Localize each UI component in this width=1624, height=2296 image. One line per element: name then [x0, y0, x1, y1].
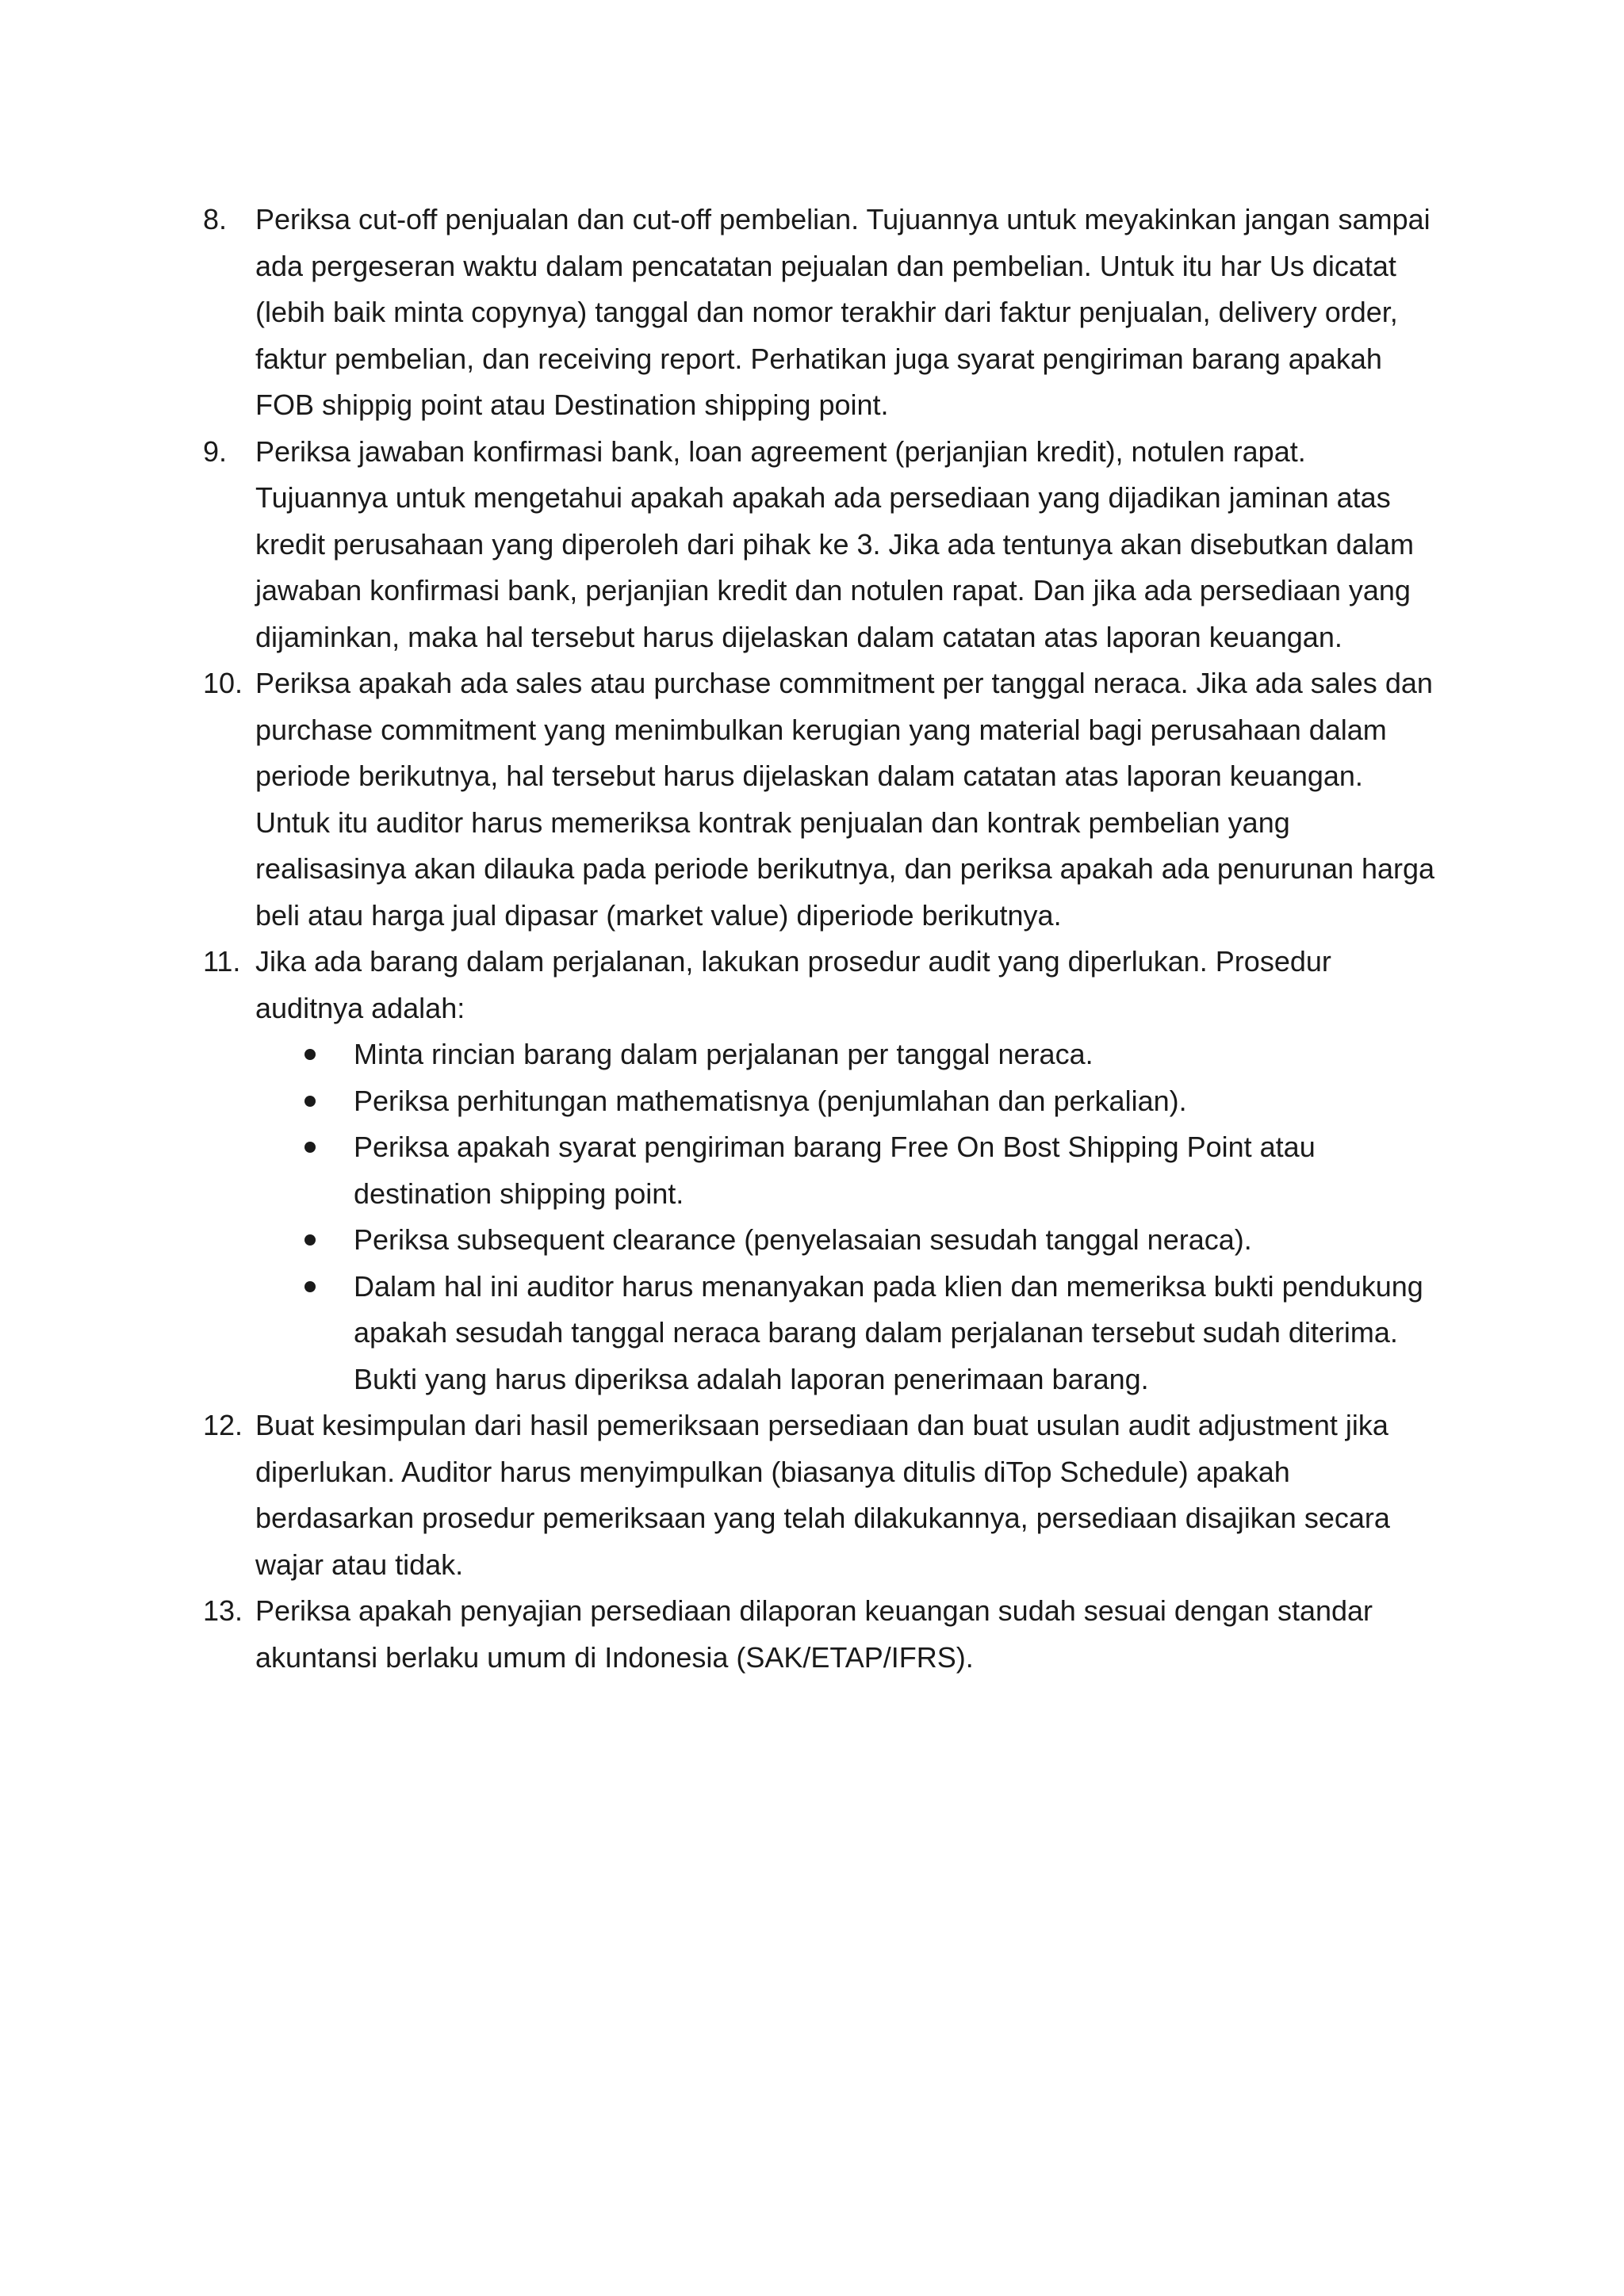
- procedure-list: [203, 197, 1440, 1681]
- list-item-12: [203, 1402, 1440, 1588]
- bullet-text: Periksa subsequent clearance (penyelasaian sesudah tanggal neraca).: [354, 1223, 1252, 1256]
- list-item-13: [203, 1588, 1440, 1681]
- item-text: Jika ada barang dalam perjalanan, lakukan prosedur audit yang diperlukan. Prosedur auditnya adalah:: [255, 945, 1331, 1024]
- bullet-item: [354, 1031, 1440, 1078]
- item-text: Periksa jawaban konfirmasi bank, loan agreement (perjanjian kredit), notulen rapat. Tujuannya untuk mengetahui apakah apakah ada persediaan yang dijadikan jaminan atas kredit perusahaan yang diperoleh dari pihak ke 3. Jika ada tentunya akan disebutkan dalam jawaban konfirmasi bank, perjanjian kredit dan notulen rapat. Dan jika ada persediaan yang dijaminkan, maka hal tersebut harus dijelaskan dalam catatan atas laporan keuangan.: [255, 434, 1414, 653]
- item-text: Buat kesimpulan dari hasil pemeriksaan persediaan dan buat usulan audit adjustment jika diperlukan. Auditor harus menyimpulkan (biasanya ditulis diTop Schedule) apakah berdasarkan prosedur pemeriksaan yang telah dilakukannya, persediaan disajikan secara wajar atau tidak.: [255, 1409, 1390, 1581]
- item-number: 10.: [203, 667, 243, 699]
- item-number: 11.: [203, 945, 241, 978]
- bullet-text: Minta rincian barang dalam perjalanan per tanggal neraca.: [354, 1038, 1094, 1070]
- sub-procedure-list: [255, 1031, 1440, 1402]
- list-item-11: [203, 939, 1440, 1402]
- bullet-icon: [304, 1142, 316, 1153]
- bullet-icon: [304, 1049, 316, 1060]
- bullet-icon: [304, 1281, 316, 1292]
- bullet-icon: [304, 1096, 316, 1107]
- bullet-item: [354, 1078, 1440, 1125]
- bullet-icon: [304, 1234, 316, 1246]
- item-number: 12.: [203, 1409, 243, 1441]
- bullet-text: Periksa perhitungan mathematisnya (penjumlahan dan perkalian).: [354, 1084, 1187, 1117]
- bullet-item: [354, 1217, 1440, 1264]
- list-item-9: [203, 429, 1440, 661]
- bullet-text: Dalam hal ini auditor harus menanyakan pada klien dan memeriksa bukti pendukung apakah sesudah tanggal neraca barang dalam perjalanan tersebut sudah diterima. Bukti yang harus diperiksa adalah laporan penerimaan barang.: [354, 1269, 1423, 1395]
- item-number: 8.: [203, 203, 228, 235]
- bullet-text: Periksa apakah syarat pengiriman barang Free On Bost Shipping Point atau destination shipping point.: [354, 1131, 1316, 1210]
- bullet-item: [354, 1264, 1440, 1403]
- list-item-10: [203, 660, 1440, 939]
- document-body: [203, 197, 1440, 1681]
- list-item-8: [203, 197, 1440, 429]
- item-number: 9.: [203, 434, 228, 468]
- item-text: Periksa cut-off penjualan dan cut-off pembelian. Tujuannya untuk meyakinkan jangan sampai ada pergeseran waktu dalam pencatatan pejualan dan pembelian. Untuk itu har Us dicatat (lebih baik minta copynya) tanggal dan nomor terakhir dari faktur penjualan, delivery order, faktur pembelian, dan receiving report. Perhatikan juga syarat pengiriman barang apakah FOB shippig point atau Destination shipping point.: [255, 203, 1431, 421]
- item-text: Periksa apakah ada sales atau purchase commitment per tanggal neraca. Jika ada sales dan purchase commitment yang menimbulkan kerugian yang material bagi perusahaan dalam periode berikutnya, hal tersebut harus dijelaskan dalam catatan atas laporan keuangan. Untuk itu auditor harus memeriksa kontrak penjualan dan kontrak pembelian yang realisasinya akan dilauka pada periode berikutnya, dan periksa apakah ada penurunan harga beli atau harga jual dipasar (market value) diperiode berikutnya.: [255, 667, 1435, 932]
- bullet-item: [354, 1124, 1440, 1217]
- item-number: 13.: [203, 1594, 243, 1627]
- item-text: Periksa apakah penyajian persediaan dilaporan keuangan sudah sesuai dengan standar akuntansi berlaku umum di Indonesia (SAK/ETAP/IFRS).: [255, 1594, 1373, 1674]
